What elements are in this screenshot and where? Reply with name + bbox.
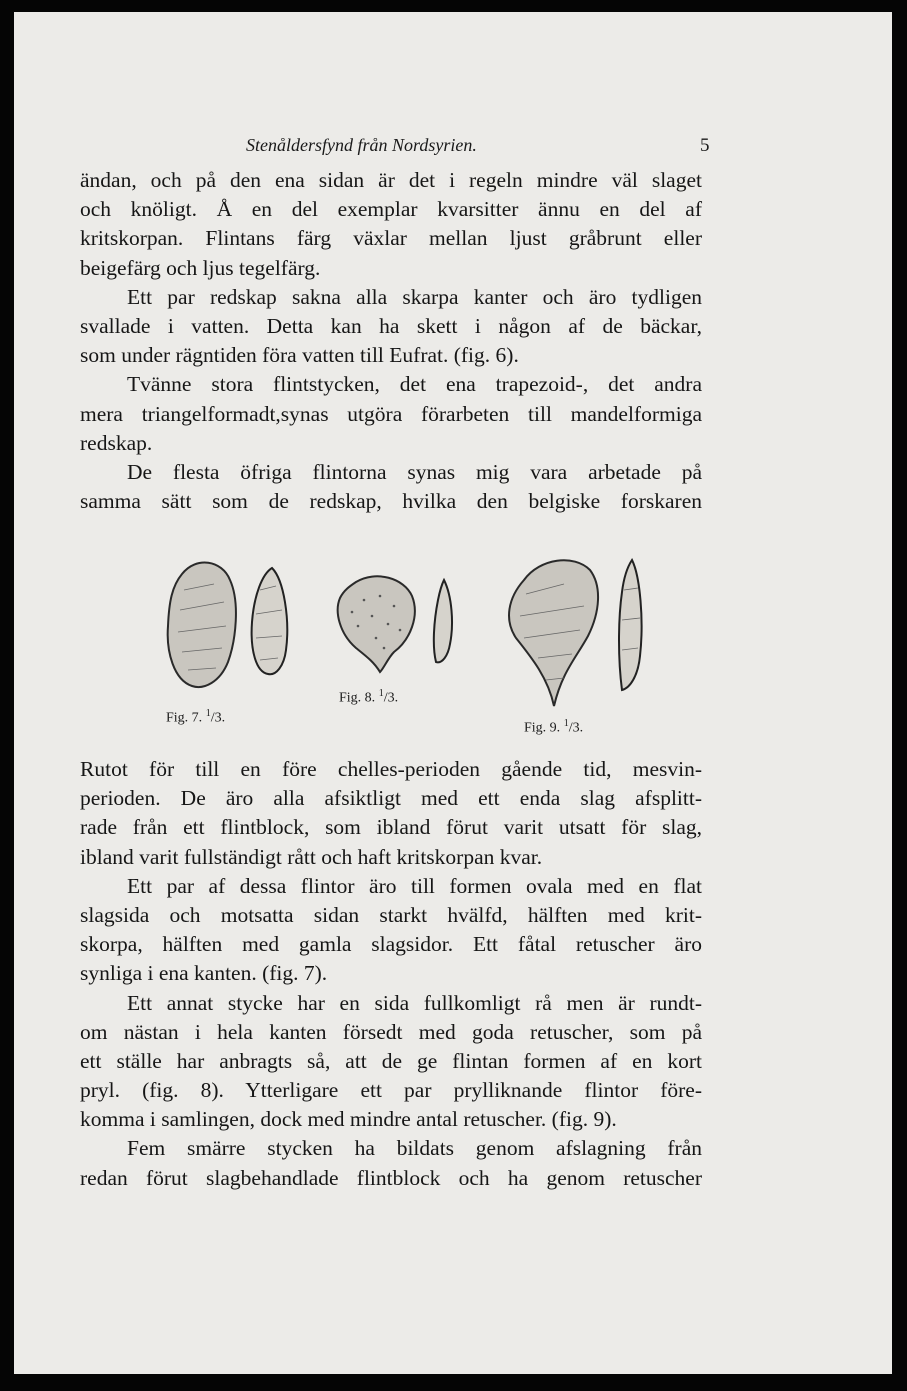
text-line: perioden. De äro alla afsiktligt med ett enda slag afsplitt- <box>80 786 702 811</box>
fig8-caption: Fig. 8. $^1$/3. <box>339 688 399 706</box>
figures-plate <box>144 540 664 760</box>
text-line: mera triangelformadt,synas utgöra förarbeten till mandelformiga <box>80 401 702 426</box>
running-title: Stenåldersfynd från Nordsyrien. <box>246 135 477 155</box>
text-line: komma i samlingen, dock med mindre antal retuscher. (fig. 9). <box>80 1107 617 1132</box>
text-line: redskap. <box>80 430 153 455</box>
text-line: kritskorpan. Flintans färg växlar mellan ljust gråbrunt eller <box>80 226 702 251</box>
text-line: rade från ett flintblock, som ibland förut varit utsatt för slag, <box>80 815 702 840</box>
body-text-bottom <box>80 755 702 1193</box>
text-line: ett ställe har anbragts så, att de ge flintan formen af en kort <box>80 1048 702 1073</box>
text-line: Ett annat stycke har en sida fullkomligt rå men är rundt- <box>127 990 702 1015</box>
fig7-caption: Fig. 7. $^1$/3. <box>166 708 226 726</box>
fig7-flint-front <box>168 563 236 687</box>
text-line: Ett par af dessa flintor äro till formen ovala med en flat <box>127 873 702 898</box>
fig8-flint-front <box>338 576 415 672</box>
text-line: svallade i vatten. Detta kan ha skett i någon af de bäckar, <box>80 313 702 338</box>
text-line: De flesta öfriga flintorna synas mig vara arbetade på <box>127 459 702 484</box>
text-line: och knöligt. Å en del exemplar kvarsitter ännu en del af <box>80 197 702 222</box>
fig9-flint-side <box>619 560 642 690</box>
page-number: 5 <box>700 135 710 156</box>
page-header <box>14 135 892 165</box>
text-line: samma sätt som de redskap, hvilka den belgiske forskaren <box>80 489 702 514</box>
text-line: Ett par redskap sakna alla skarpa kanter och äro tydligen <box>127 284 702 309</box>
text-line: synliga i ena kanten. (fig. 7). <box>80 961 328 986</box>
text-line: slagsida och motsatta sidan starkt hvälfd, hälften med krit- <box>80 902 702 927</box>
text-line: redan förut slagbehandlade flintblock och ha genom retuscher <box>80 1165 702 1190</box>
text-line: som under rägntiden föra vatten till Eufrat. (fig. 6). <box>80 343 519 368</box>
fig9-caption: Fig. 9. $^1$/3. <box>524 718 584 736</box>
fig9-flint-front <box>509 560 598 706</box>
text-line: om nästan i hela kanten försedt med goda retuscher, som på <box>80 1019 702 1044</box>
fig7-flint-side <box>252 568 288 674</box>
flint-illustrations <box>144 540 664 760</box>
text-line: ibland varit fullständigt rått och haft kritskorpan kvar. <box>80 844 543 869</box>
text-line: skorpa, hälften med gamla slagsidor. Ett fåtal retuscher äro <box>80 932 702 957</box>
text-line: Rutot för till en före chelles-perioden gående tid, mesvin- <box>80 757 702 781</box>
body-text-top <box>80 166 702 516</box>
text-line: ändan, och på den ena sidan är det i regeln mindre väl slaget <box>80 168 702 192</box>
fig8-flint-side <box>434 580 452 662</box>
text-line: beigefärg och ljus tegelfärg. <box>80 255 321 280</box>
text-line: pryl. (fig. 8). Ytterligare ett par prylliknande flintor före- <box>80 1078 702 1103</box>
text-line: Fem smärre stycken ha bildats genom afslagning från <box>127 1136 702 1161</box>
book-page <box>14 12 892 1374</box>
text-line: Tvänne stora flintstycken, det ena trapezoid-, det andra <box>127 372 702 397</box>
